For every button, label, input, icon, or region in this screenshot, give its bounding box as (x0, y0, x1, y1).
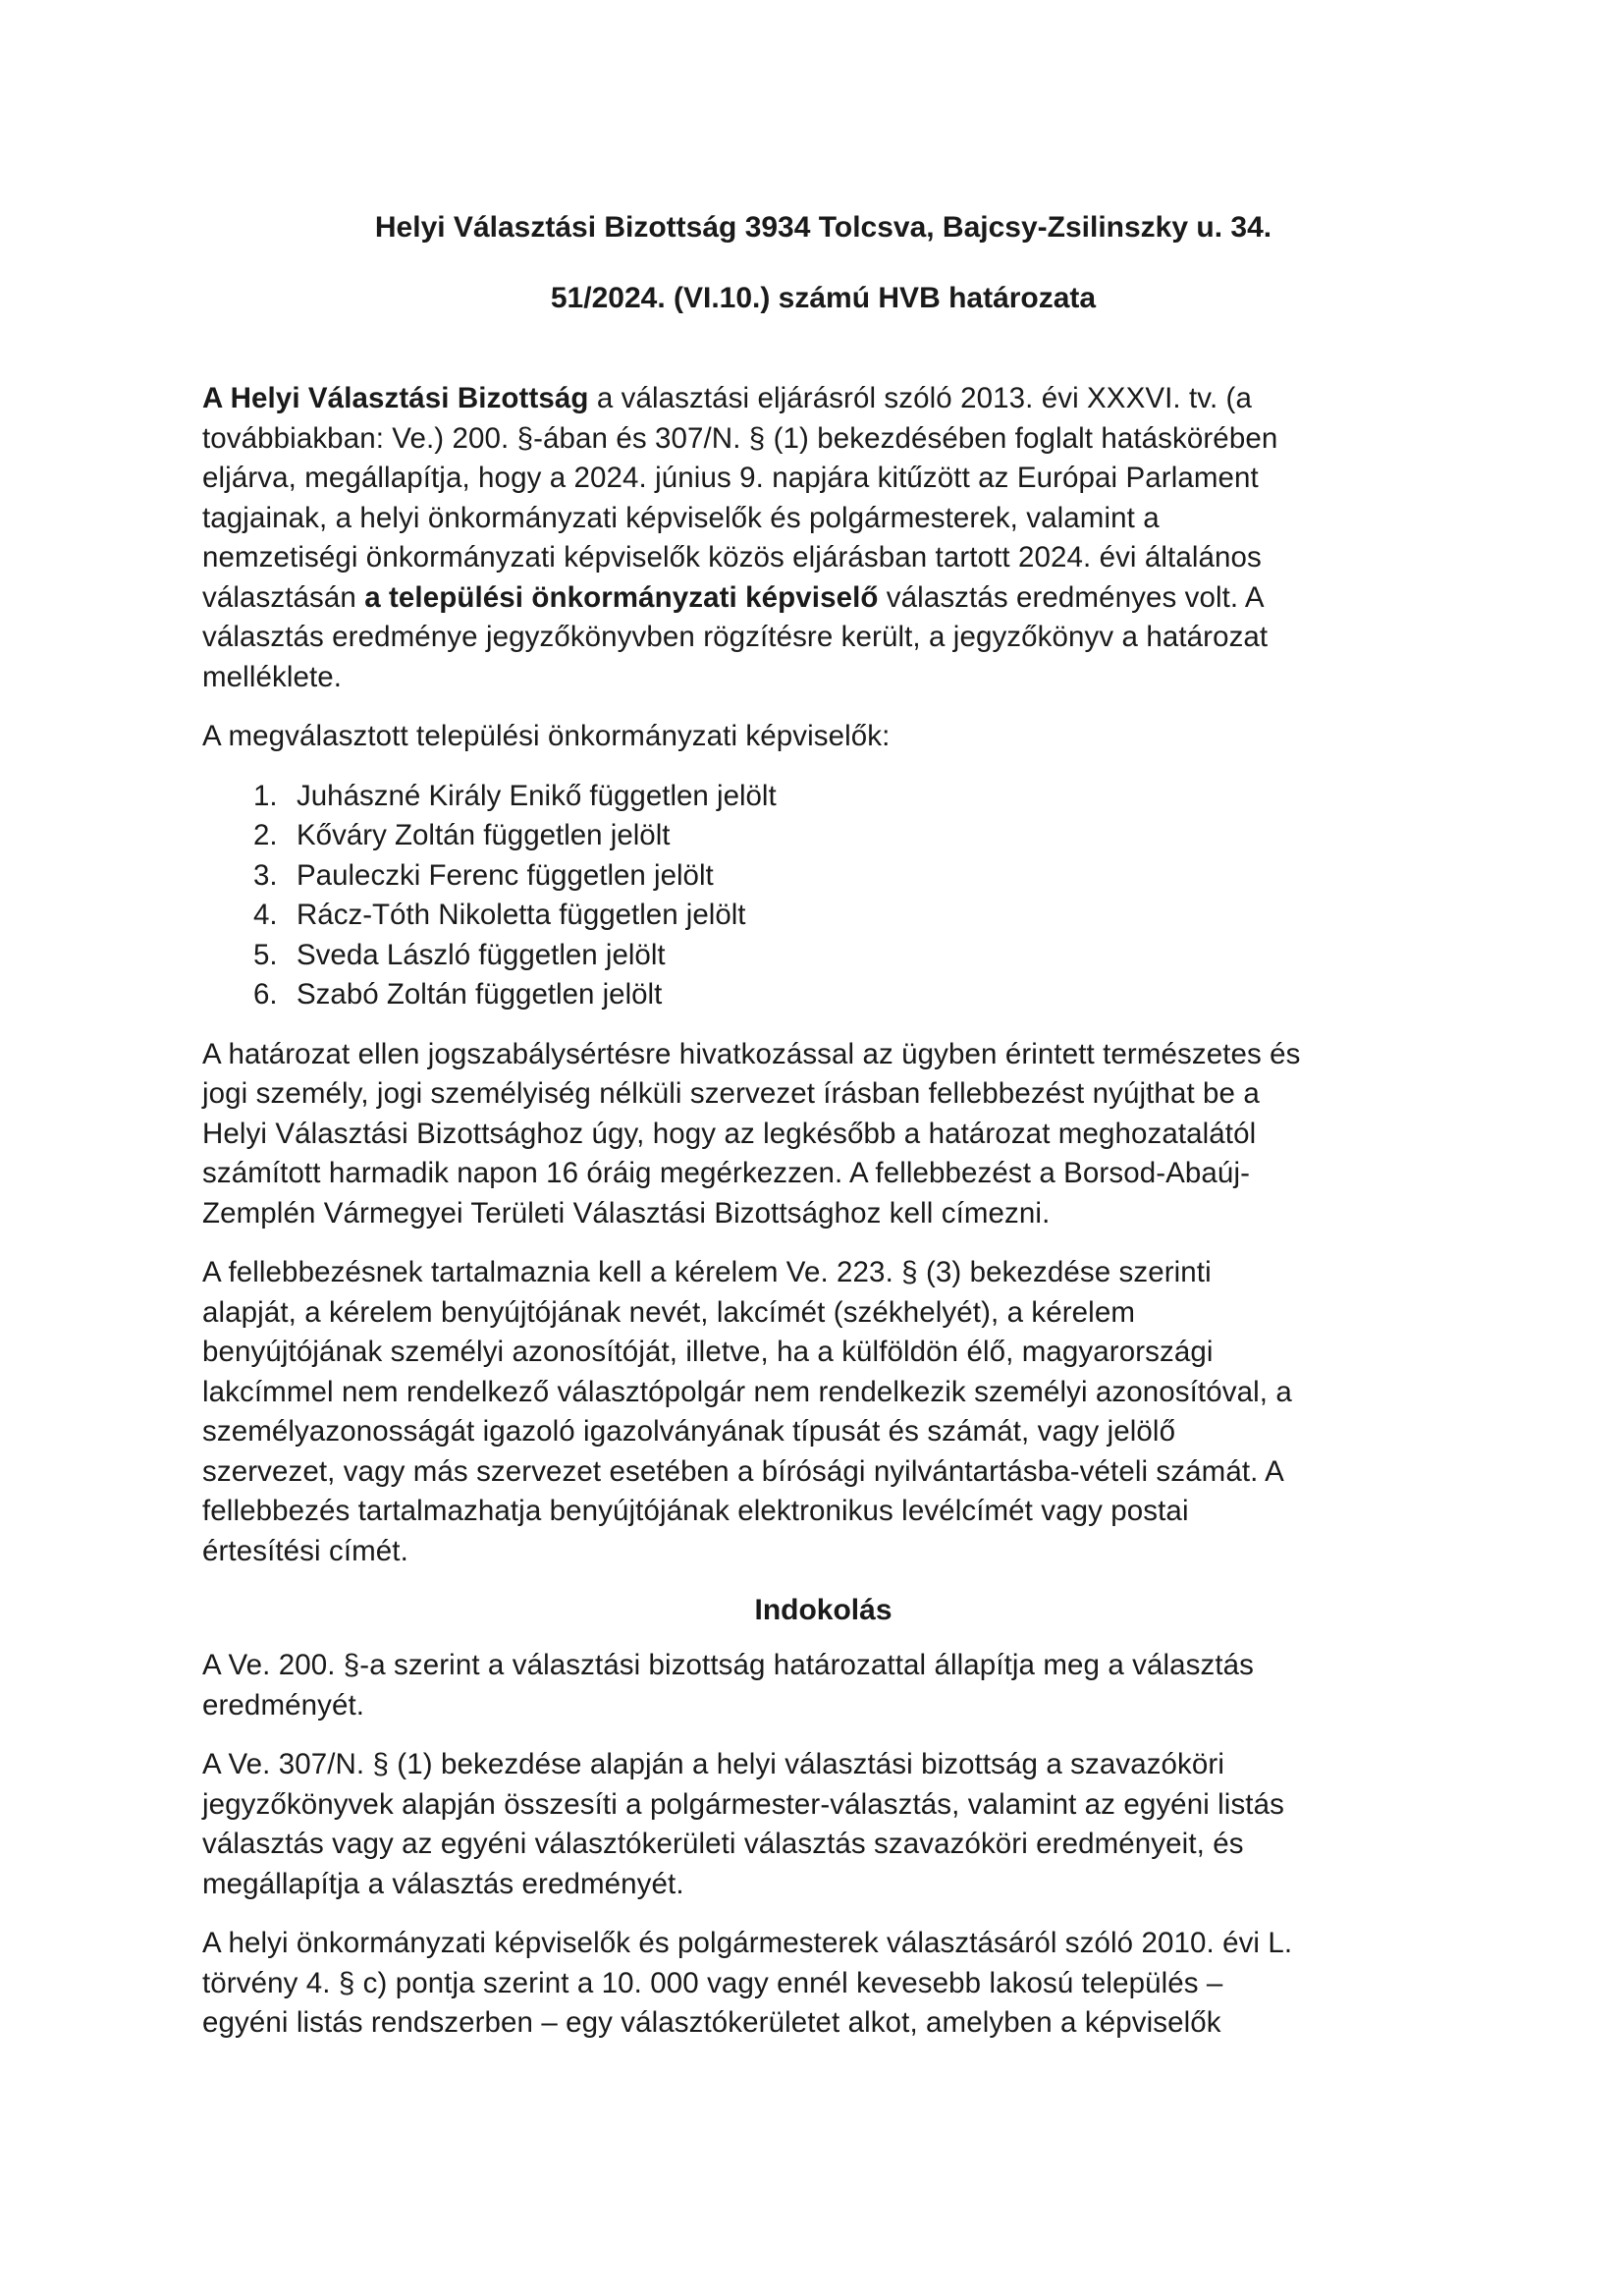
reasoning-paragraph-3: A helyi önkormányzati képviselők és polgármesterek választásáról szóló 2010. évi L. törvény 4. § c) pontja szerint a 10. 000 vagy ennél kevesebb lakosú település – egyéni listás rendszerben – egy választókerületet alkot, amelyben a képviselők (202, 1927, 1293, 2039)
intro-line: továbbiakban: Ve.) 200. §-ában és 307/N. § (1) bekezdésében foglalt hatáskörében (202, 421, 1278, 455)
intro-line: választásán a települési önkormányzati képviselő választás eredményes volt. A (202, 580, 1265, 614)
list-item: 2. Kőváry Zoltán független jelölt (253, 819, 671, 851)
list-item: 1. Juhászné Király Enikő független jelölt (253, 779, 777, 812)
appeal-paragraph: A határozat ellen jogszabálysértésre hivatkozással az ügyben érintett természetes és jogi személy, jogi személyiség nélküli szervezet írásban fellebbezést nyújthat be a Helyi Választási Bizottsághoz úgy, hogy az legkésőbb a határozat meghozatalától számított harmadik napon 16 óráig megérkezzen. A fellebbezést a Borsod-Abaúj- Zemplén Vármegyei Területi Választási Bizottsághoz kell címezni. (202, 1037, 1301, 1230)
reasoning-paragraph-2: A Ve. 307/N. § (1) bekezdése alapján a helyi választási bizottság a szavazóköri jegyzőkönyvek alapján összesíti a polgármester-választás, valamint az egyéni listás választás vagy az egyéni választókerületi választás szavazóköri eredményeit, és megállapítja a választás eredményét. (202, 1748, 1284, 1900)
list-item: 4. Rácz-Tóth Nikoletta független jelölt (253, 899, 746, 931)
committee-address-heading: Helyi Választási Bizottság 3934 Tolcsva, Bajcsy-Zsilinszky u. 34. (374, 211, 1272, 244)
intro-line: nemzetiségi önkormányzati képviselők közös eljárásban tartott 2024. évi általános (202, 541, 1262, 574)
intro-line: tagjainak, a helyi önkormányzati képviselők és polgármesterek, valamint a (202, 501, 1160, 534)
list-item: 5. Sveda László független jelölt (253, 938, 666, 971)
intro-paragraph (202, 379, 1444, 697)
list-item: 6. Szabó Zoltán független jelölt (253, 978, 663, 1011)
intro-line: melléklete. (202, 660, 343, 693)
resolution-title: 51/2024. (VI.10.) számú HVB határozata (550, 282, 1097, 314)
list-item: 3. Pauleczki Ferenc független jelölt (253, 858, 714, 892)
elected-members-list (202, 777, 1444, 1015)
reasoning-paragraph-1: A Ve. 200. §-a szerint a választási bizottság határozattal állapítja meg a választás eredményét. (202, 1649, 1254, 1722)
intro-bold-election-type: a települési önkormányzati képviselő (364, 580, 879, 614)
intro-line: eljárva, megállapítja, hogy a 2024. június 9. napjára kitűzött az Európai Parlament (202, 462, 1259, 494)
intro-line: választás eredménye jegyzőkönyvben rögzítésre került, a jegyzőkönyv a határozat (202, 621, 1269, 653)
intro-bold-subject: A Helyi Választási Bizottság (202, 382, 589, 414)
members-intro: A megválasztott települési önkormányzati képviselők: (202, 720, 891, 752)
intro-line: A Helyi Választási Bizottság a választási eljárásról szóló 2013. évi XXXVI. tv. (a (202, 382, 1252, 414)
reasoning-heading: Indokolás (754, 1594, 893, 1626)
appeal-content-paragraph: A fellebbezésnek tartalmaznia kell a kérelem Ve. 223. § (3) bekezdése szerinti alapját, a kérelem benyújtójának nevét, lakcímét (székhelyét), a kérelem benyújtójának személyi azonosítóját, illetve, ha a külföldön élő, magyarországi lakcímmel nem rendelkező választópolgár nem rendelkezik személyi azonosítóval, a személyazonosságát igazoló igazolványának típusát és számát, vagy jelölő szervezet, vagy más szervezet esetében a bírósági nyilvántartásba-vételi számát. A fellebbezés tartalmazhatja benyújtójának elektronikus levélcímét vagy postai értesítési címét. (202, 1256, 1292, 1567)
